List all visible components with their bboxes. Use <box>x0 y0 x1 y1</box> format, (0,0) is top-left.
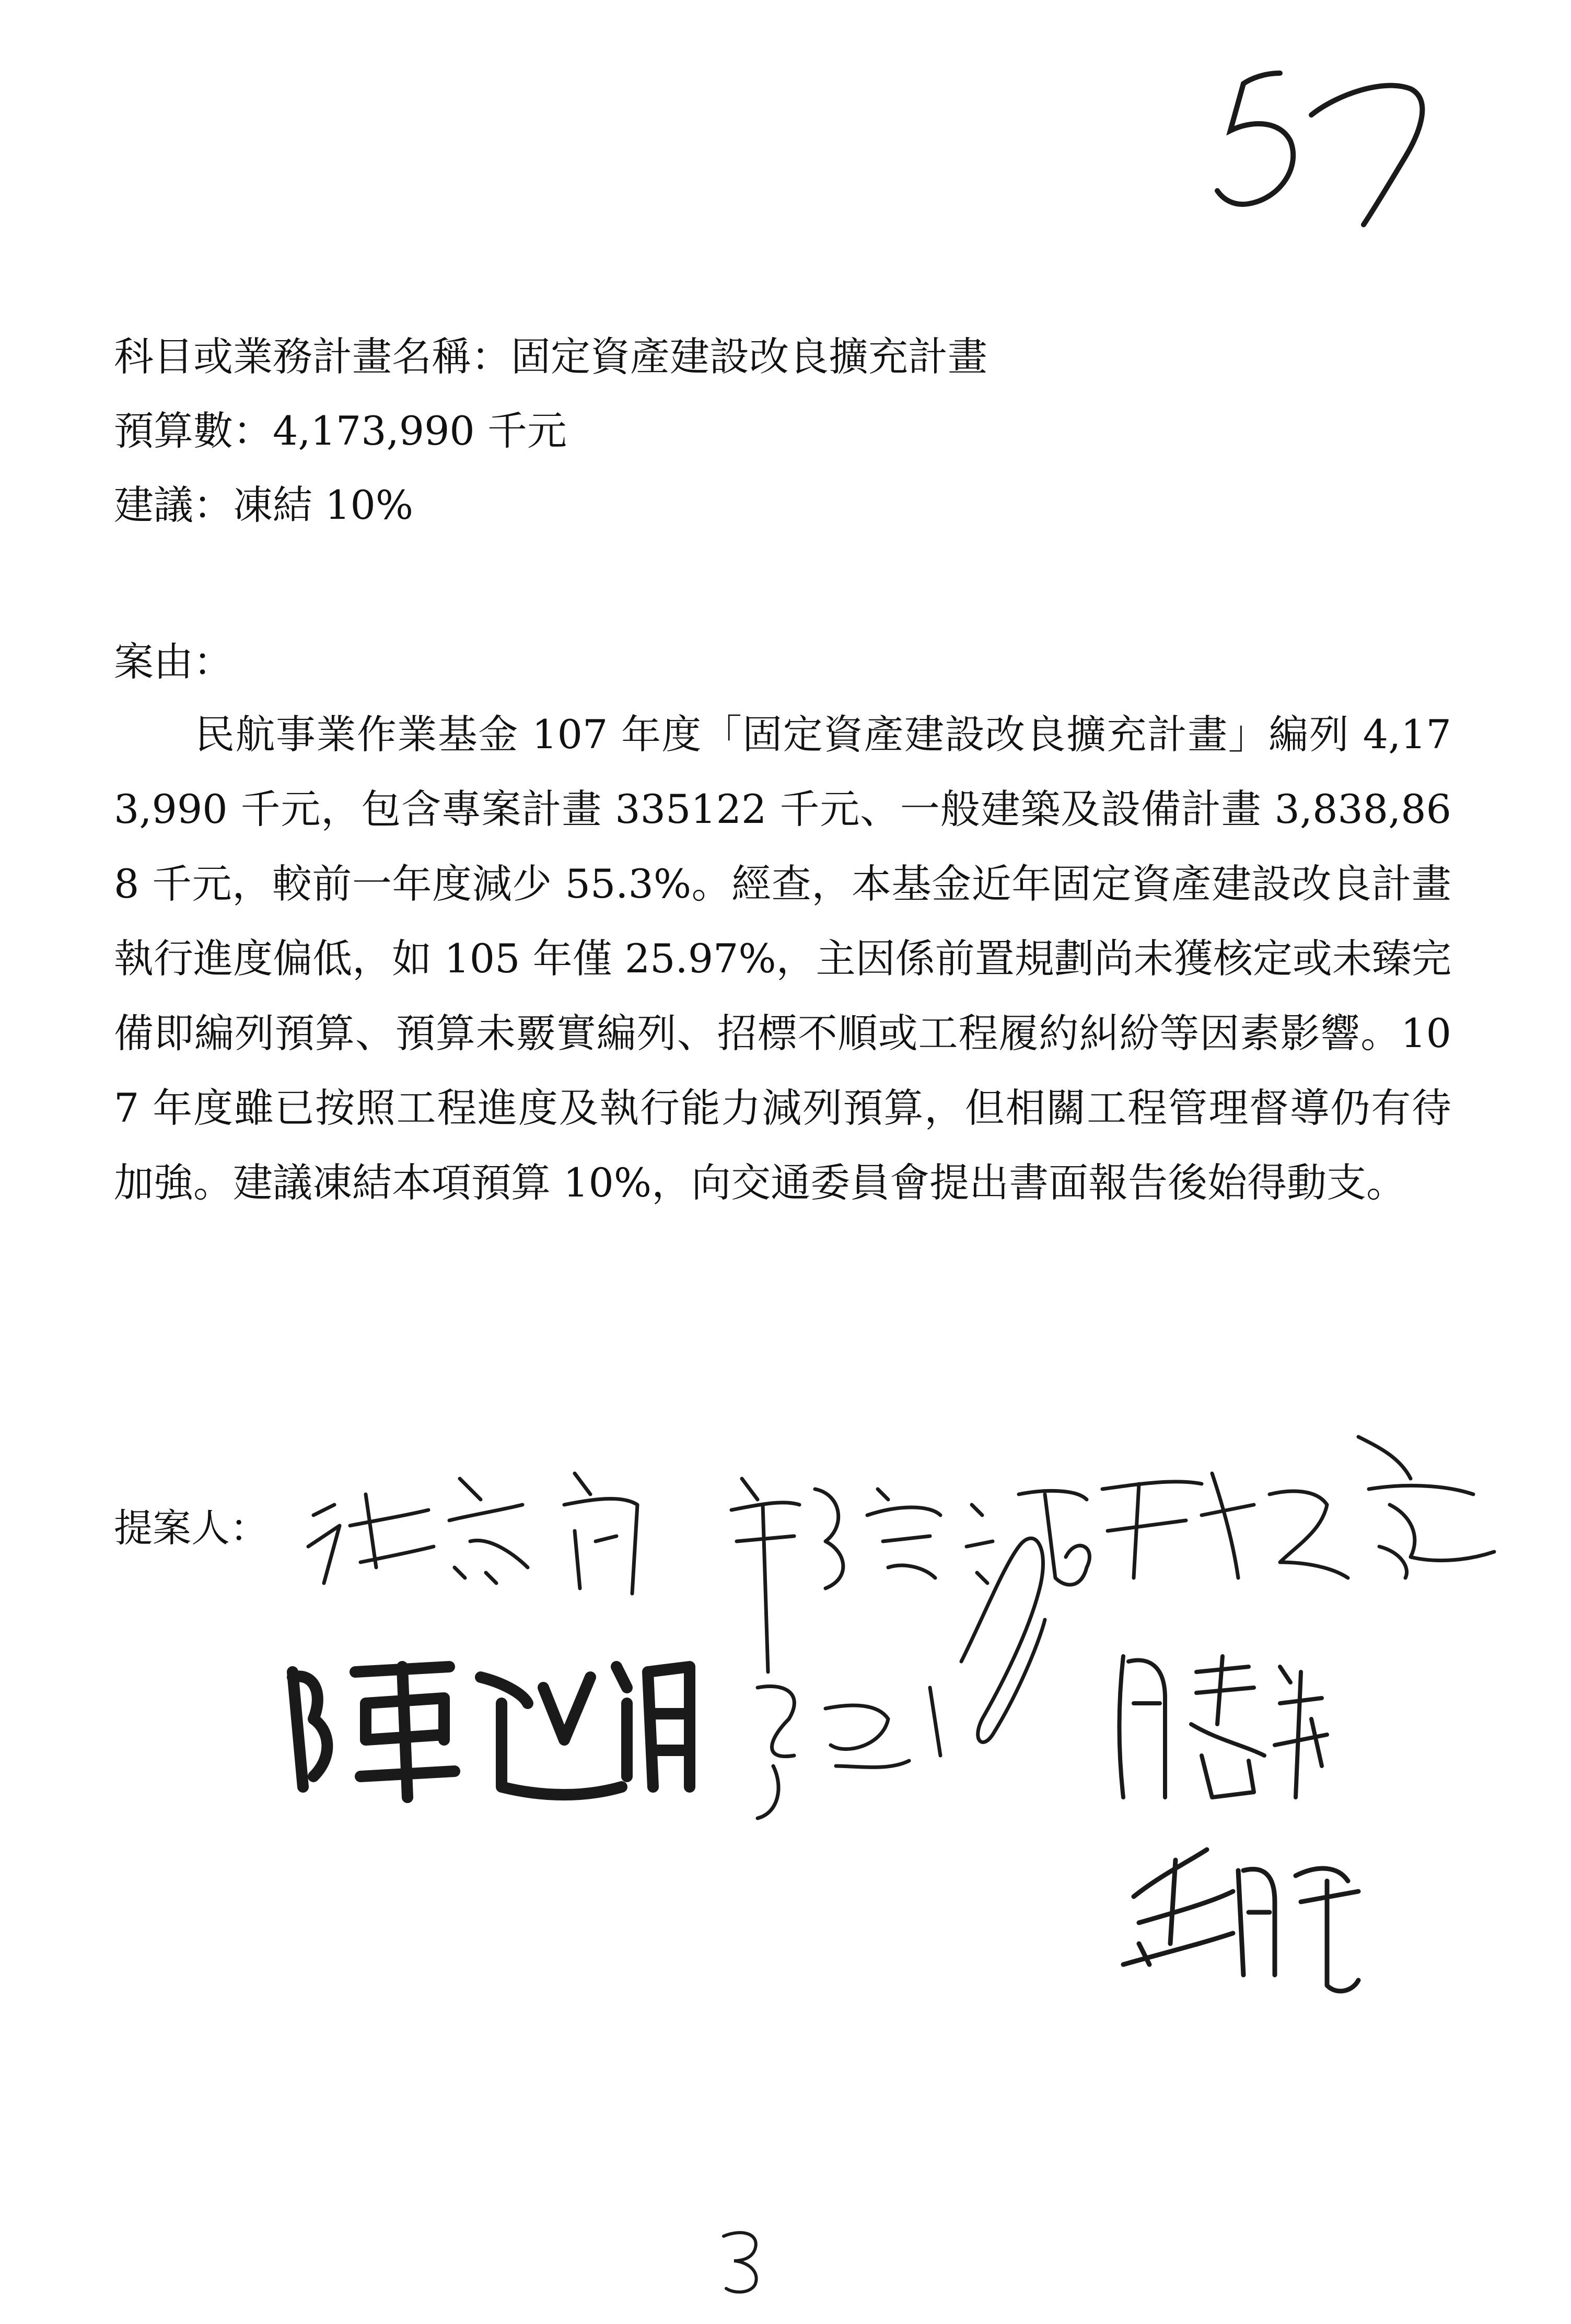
subject-line: 科目或業務計畫名稱：固定資產建設改良擴充計畫 <box>114 333 987 380</box>
budget-line: 預算數：4,173,990 千元 <box>114 408 567 454</box>
suggestion-line: 建議：凍結 10% <box>114 482 414 528</box>
signature-7 <box>1123 1850 1358 1991</box>
reason-title: 案由： <box>114 638 233 685</box>
handwritten-page-number <box>711 2223 773 2296</box>
signature-1 <box>308 1473 637 1594</box>
signature-6 <box>1120 1656 1328 1797</box>
reason-body: 民航事業作業基金 107 年度「固定資產建設改良擴充計畫」編列 4,173,990 千元，包含專案計畫 335122 千元、一般建築及設備計畫 3,838,868 千元，較前一年度減少 55.3%。經查，本基金近年固定資產建設改良計畫執行進度偏低，如 105 年僅 25.97%，主因係前置規劃尚未獲核定或未臻完備即編列預算、預算未覈實編列、招標不順或工程履約糾紛等因素影響。107 年度雖已按照工程進度及執行能力減列預算，但相關工程管理督導仍有待加強。建議凍結本項預算 10%，向交通委員會提出書面報告後始得動支。 <box>114 711 1451 1206</box>
signature-3 <box>1102 1437 1494 1578</box>
proposer-label: 提案人： <box>114 1506 269 1551</box>
signature-5 <box>758 1538 1045 1818</box>
signature-4 <box>293 1667 690 1797</box>
